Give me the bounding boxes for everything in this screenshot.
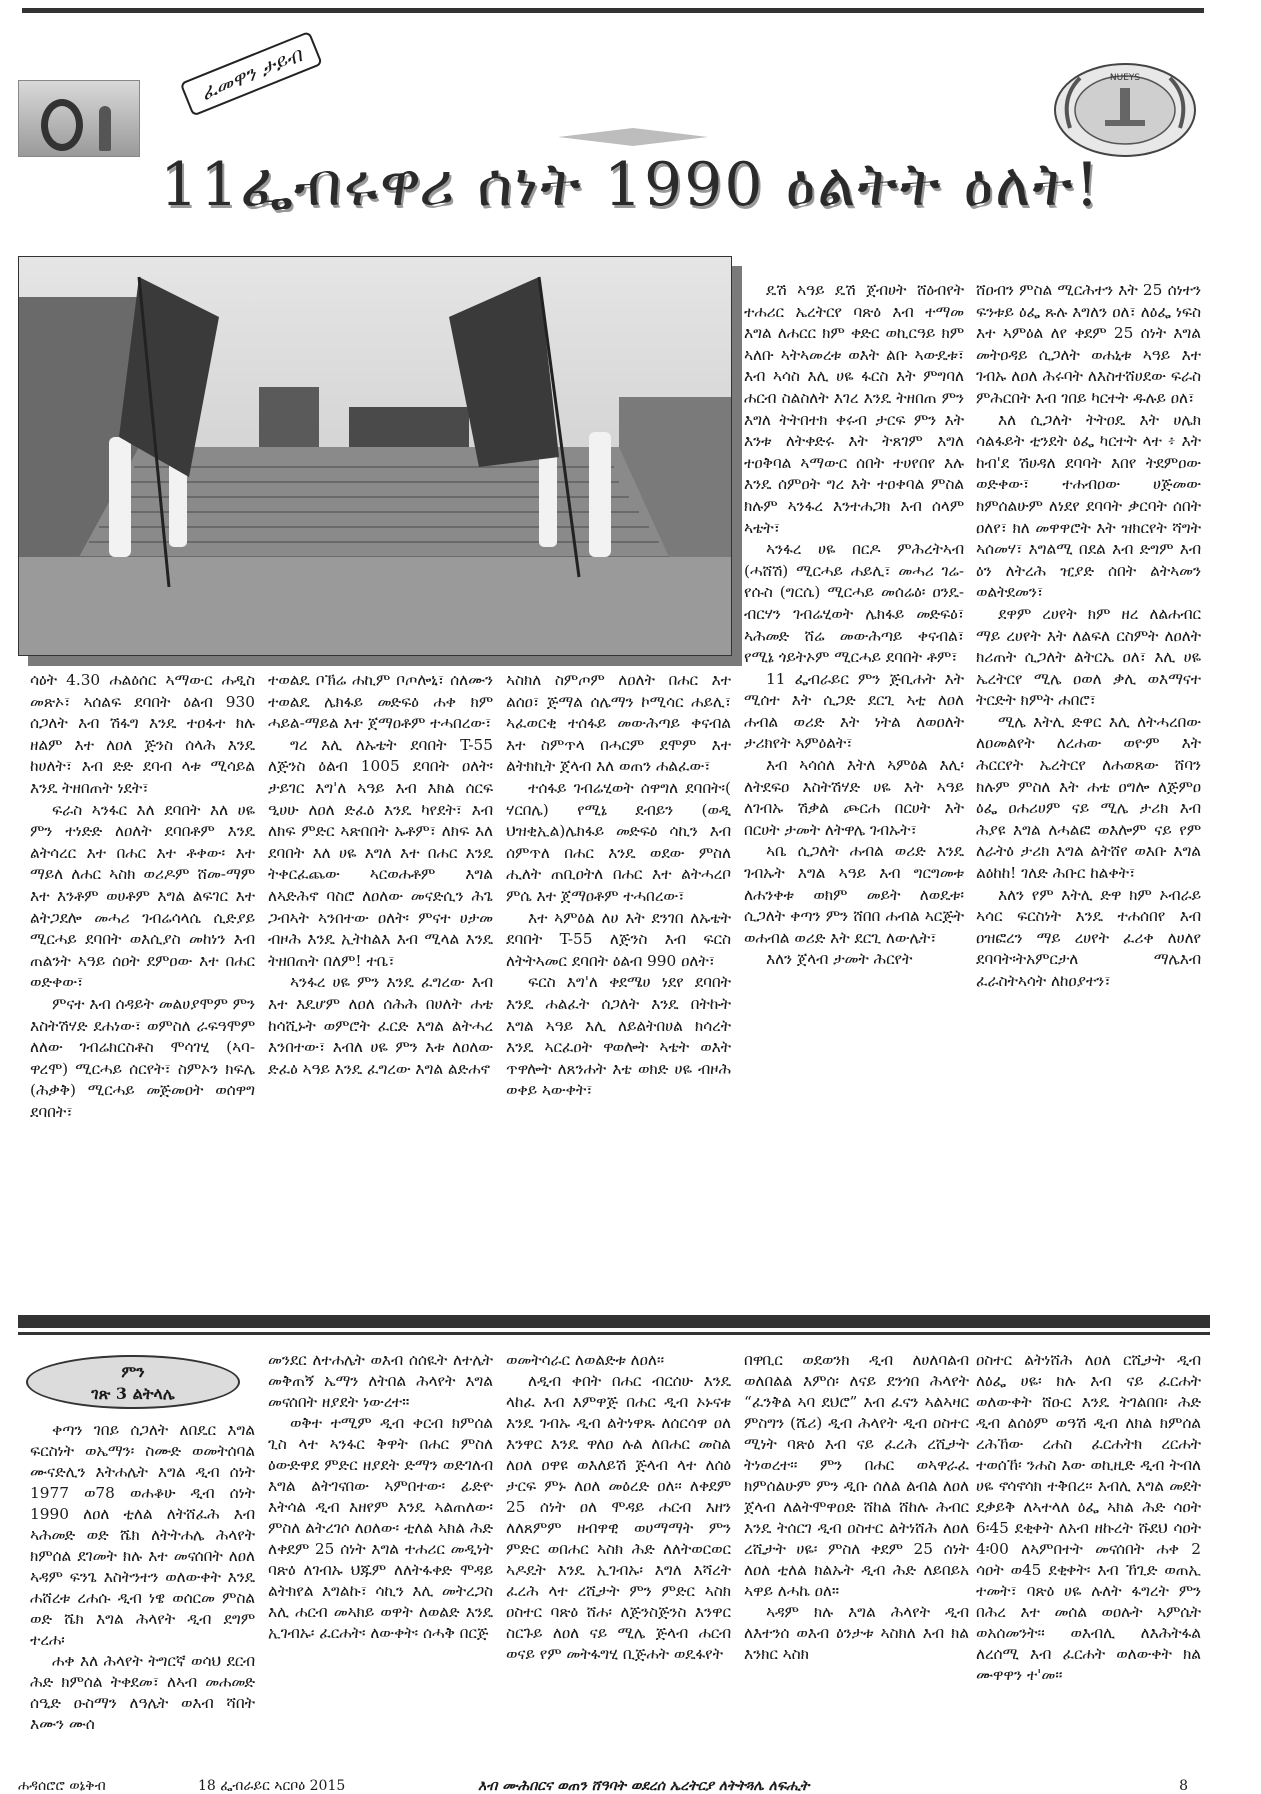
- paragraph: ኣስክለ ስምጦም ለዐለት በሐር እተ ልሰዐ፣ ጅማል ሰሌማን ኮሚሳር ሐይሊ፣ ኣፈወርቂ ተሰፋይ መውሕጣይ ቀናብል እተ ስምጥላ በሓርም ደሞም እተ ልትክኪት ጀላብ እለ ወጠን ሐልፈው፣: [506, 671, 731, 776]
- section-divider: [18, 1315, 1210, 1328]
- paragraph: እብ ኣሳሰለ እትለ ኣምዕል እሊ፡ ለትደፍዐ እስትሽሃድ ሀዬ እት ኣዓይ ለገብኡ ሽቃል ጮርሐ በርሀት እት በርሀት ታመት ለትዋሌ ገብኡት፣: [744, 756, 964, 839]
- article-column-1: [30, 670, 255, 1123]
- wheel-icon: [41, 99, 83, 151]
- paragraph: ኣዳም ክሉ እግል ሕላየት ዲብ ለእተንሰ ወእብ ዕንታቱ ኣስክለ እብ ክል እንክር ኣስክ: [744, 1603, 969, 1663]
- paragraph: ደዋም ረሀየት ክም ዘረ ለልሐብር ማይ ረሀየት እት ለልፍለ ርስምት ለዐለት ክሪጠት ሲጋለት ልትርኤ ዐለ፣ እሊ ሀዬ ኤረትርየ ሚሌ ዐወለ ቃሊ ወእማናተ ትርድት ክምት ሐበሮ፣: [976, 604, 1201, 710]
- footer-date: 18 ፌብራይር ኣርቦዕ 2015: [198, 1778, 346, 1794]
- paragraph: ወመትሳራር ለወልድቱ ለዐለ፡፡: [506, 1351, 665, 1369]
- lower-column-2: [268, 1350, 493, 1644]
- paragraph: ፍርስ እግ'ለ ቀደሜሀ ነደየ ደባበት እንዴ ሐልፈት ሰጋለት እንዴ በትኩት እግል ኣዓይ እሊ ለይልትበሀል ክሳረት እንዴ ኣርፈዐት ዋወሎት ኣቴት ወእት ጥዋሎት ለጸንሐት እቴ ወክድ ሀዬ ብዞሕ ወቀይ ኣውቀት፣: [506, 973, 731, 1100]
- magazine-logo: [18, 80, 140, 157]
- emblem-text: NUEYS: [1109, 73, 1141, 83]
- paragraph: ቀጣን ገበይ ሰጋለት ለበዴር እግል ፍርስነት ወኤማን፡ ስሙድ ወመትሰባል ሙናድሊን እትሐሌት እግል ዲብ ሰነት 1977 ወ78 ወሐቆሁ ዲብ ሰነት 1990 ለዐለ ቲለል ለትሸፈሕ እብ ኣሕመድ ወድ ሼክ ለትትሐሌ ሕላየት ክምሰል ደገመት ክሉ እተ መናሰበት ለዐለ ኣዳም ፍንጌ እስትንተን ወለውቀት እንዴ ሐሸረቱ ረሐሱ ዲብ ነዌ ወሰርመ ምስል ወድ ሼክ እግል ሕላየት ዲብ ደግም ተረሐ፡: [30, 1421, 255, 1649]
- lower-column-4: [744, 1350, 969, 1665]
- paragraph: ተወልዴ ቦኽሬ ሐኪም ቦጦሎኒ፣ ሰለሙን ተወልዴ ሌክፋይ መድፍዕ ሐቀ ክም ሓይል-ማይል እተ ጀማዐቶም ተሓበረው፣: [268, 671, 493, 733]
- article-photo: [18, 256, 732, 656]
- lower-column-5: [976, 1350, 1201, 1686]
- continued-box: [26, 1355, 240, 1409]
- paragraph: ዴሽ ኣዓይ ዴሽ ጀብሀት ሸዕብየት ተሐሪር ኤረትርየ ባጽዕ እብ ተማመ እግል ለሐርር ክም ቀድር ወኪርዓይ ክም ኣለቡ ኣትኣመረቱ ወእት ልቡ ኣውዴቱ፣ እብ ኣሳስ እሊ ሀዬ ፋርስ እት ምግባለ ሐርብ ስልስለት እገረ እንዴ ትዘበጠ ምን እግለ ትትበተክ ቀሩብ ታርፍ ምን እት እንቱ ለትቀድሩ እት ትጸገም እግለ ተዐቅባል ኣማውር ሰበት ተሀየበየ እሉ እንዴ ሰምዐት ግረ እት ተዐቀባል ምስል ክሉም ኣንፋረ እንተሐጋክ እብ ሰላም ኣቴት፣: [744, 281, 964, 537]
- diamond-ornament: [558, 128, 708, 146]
- paragraph: ፍራስ ኣንፋር እለ ደባበት እለ ሀዬ ምን ተነድድ ለዐለት ደባበቶም እንዴ ልትሳረር እተ በሐር እተ ቶቀው፡ እተ ማይለ ለሐር ኣስክ ወሪዶም ሸመ-ማም እተ እንቶም ወሀቶም እግል ልፍገር እተ ልትጋደሎ መሓሪ ገብሬሳላሴ ሲድያይ ሚርሓይ ደባበት ወእሲያስ መከነን እብ ጠልንት ኣዓይ ሰዐት ደምዐው እተ በሐር ወድቀው፣: [30, 800, 255, 992]
- lower-column-1: [30, 1420, 255, 1735]
- paragraph: ዐስተር ልትነሸሕ ለዐለ ርሺታት ዲብ ለዕፌ ሀዬ፡ ክሉ እብ ናይ ፈርሐት ወለውቀት ሸዑር እንዴ ትገልበበ፡ ሕድ ዲብ ልሰዕም ወዓሽ ዲብ ለክል ክምሰል ረሕኸው ረሐስ ፈርሐትክ ረርሐት ተወሰኸ፡ ንሐስ እው ወኪዚድ ዲብ ትብለ ሀዬ ኖሳኖሳክ ተቅበረ፡፡ እብሊ እግል መደት ደቃይቅ ለኣተላለ ዕፌ ኣክል ሕድ ሳዐት 6፡45 ደቂቀት ለአብ ዘኩረት ሹደህ ሳዐት 4፡00 ለኣምበተት መናሰበት ሐቀ 2 ሳዐት ወ45 ደቂቀት፡ እብ ኸጊድ ወጠኢ ተመት፣ ባጽዕ ሀዬ ሉለት ፋግረት ምን በሕረ እተ መሰል ወዐሉት ኣምሴት ወአሰመንት፡፡ ወእብሊ ለእሕትፋል ለረሰሚ እብ ፈርሐት ወለውቀት ክል ሙዋዋን ተ'መ፡፡: [976, 1351, 1201, 1684]
- article-column-5: [976, 280, 1201, 993]
- continued-page: ገጽ 3 ልትላሌ: [91, 1384, 175, 1403]
- section-divider-thin: [18, 1332, 1210, 1335]
- paragraph: እለን የም እትሊ ድዋ ክም ኦብራይ ኣሳር ፍርስነት እንዴ ተሐሰበየ እብ ዐዝፎረን ማይ ረሀየት ፈሪቀ ለሀለየ ደባባት፡ትአምርታለ ማሌእብ ፈራስትኣሳት ለከዐያተን፣: [976, 885, 1201, 990]
- paragraph: ግረ እሊ ለኡቴት ደባበት T-55 ለጅንስ ዕልብ 1005 ደባበት ዐለት፡ታይገር እግ'ለ ኣዓይ እብ እክል ሰርፍ ዒሀሁ ለዐለ ድፈዕ እንዴ ካየደት፣ እብ ለክፍ ምድር ኣጽበበት ኡቶም፣ ለክፍ እለ ደባበት እለ ሀዬ እግለ እተ በሐር እንዴ ትቀርፈጨው ኣርወሐቶም እግል ለኣድሕኖ ባስሮ ለዐለው መናድሲን ሕጌ ጋብኣት ኣንበተው ዐለት፡ ምናተ ሀታመ ብዞሕ እንዴ ኢትከልእ እብ ሚላል እንዴ ትዘበጠት በለም! ተቤ፣: [268, 735, 493, 970]
- paragraph: 11 ፌብራይር ምን ጅቢሐት እት ሚሰተ እት ሲጋድ ደርጊ ኣቲ ለዐለ ሐብል ወሪድ እት ነትል ለወዐለት ታሪክየት ኣምዕልት፣: [744, 669, 964, 753]
- paragraph: እለ ሲጋለት ትትዐዴ እት ሀሌክ ሳልፋይት ቲንደት ዕፌ ካርተት ላተ ፥ እት ከብ'ደ ሽሀዳለ ደባባት እበየ ትደምዐው ወድቀው፣ ተሐብዐው ሀጅመው ክምሰልሁም ለነደየ ደባባት ቃርባት ሰበት ዐለየ፣ ክለ መዋዋሮት እት ዝክርየት ሻግት ኣሰመሃ፣ እግልሚ በደል እብ ድግም እብ ዕን ለትረሕ ዢያድ ሰበት ልትኣመን ወልትደመን፣: [976, 410, 1201, 602]
- paragraph: ሐቀ እለ ሕላየት ትግርኛ ወሳህ ደርብ ሕድ ክምሰል ትቀደመ፣ ለኣብ መሐመድ ሰዒድ ዑስማን ለዓሌት ወእብ ሻበት እሙን ሙሰ: [30, 1652, 255, 1733]
- paragraph: ሳዕት 4.30 ሐልዕሰር ኣማውር ሐዲስ መጽኦ፣ ኣሰልፍ ደባበት ዕልብ 930 ሰጋለት እብ ሽፋግ እንዴ ተዐፋተ ክሉ ዘልም እተ ለዐለ ጅንስ ሰላሕ እንዴ ከሀለት፣ እብ ድድ ደባብ ላቱ ሚሳይል እንዴ ትዘበጠት ነደት፣: [30, 671, 255, 797]
- article-column-3: [506, 670, 731, 1102]
- lower-column-3: [506, 1350, 731, 1665]
- paragraph: ኣቤ ሲጋለት ሐብል ወሪድ እንዴ ገብኡት እግል ኣዓይ እብ ግርግመቱ ለሐንቀቱ ወክም መይት ለወዴቱ፡ ሲጋለት ቀጣን ምን ሸበበ ሐብል ኣርጅት ወሐብል ወሪድ እት ደርጊ ለውሌት፣: [744, 842, 964, 947]
- paragraph: ለዲብ ቀበት በሐር ብርሰሁ እንዴ ላከፈ እብ እምዋጅ በሐር ዲብ ኦኑናቱ እንዴ ገብኡ ዲብ ልትነዋጹ ለሰርሳዋ ዐለ እንዋር እንዴ ዋለዐ ሉል ለበሐር መስል ለዐለ ዐዋዩ ወእለይሽ ጅላብ ላተ ለሰዕ ታርፍ ምኑ ለዐለ መዕረድ ዐለ፡፡ ለቀደም 25 ሰነት ዐለ ሞዳይ ሐርብ እዘን ለለጸምም ዘብዋዊ ወሀማማት ምን ምድር ወበሐር ኣስክ ሕድ ለለትወርወር ኣዶዴት እንዴ ኢገብኡ፡ እግለ እሻረት ፈረሕ ላተ ረሺታት ምን ምድር ኣስክ ዐስተር ባጽዕ ሸሐ፡ ለጅንስጅንስ እንዋር ስርጉይ ለዐለ ናይ ሚሌ ጅላብ ሐርብ ወናይ የም መትፋግሂ ቢጅሐት ወዴፋየት: [506, 1372, 731, 1663]
- paragraph: ወቅተ ተሚም ዲብ ቀርብ ክምሰል ጊስ ላተ ኣንፋር ቅዋት በሐር ምስለ ዕውድዋደ ምድር ዘያደት ድማን ወድገለብ እግል ልትገናበው ኣምበተው፡ ፊድዮ እትሳል ዲብ እዘየም እንዴ ኣልጠለው፡ ምስለ ልትረገሶ ለዐለው፡ ቲለል ኣክል ሕድ ለቀደም 25 ሰነት እግል ተሐሪር መዲነት ባጽዕ ለገብኡ ህጁም ለለትፋቀድ ሞዳይ ልትክየል እግልኩ፣ ሳኪን እሊ መትረጋስ እሊ ሐርብ መኣክይ ወዋት ለወልድ እንዴ ኢገብኡ፡ ፈርሐት፡ ለውቀት፡ ሰሓቅ በርጅ: [268, 1414, 493, 1642]
- footer-slogan: እብ ሙሕበርና ወጠን ሸዓባት ወደረሰ ኤረትርያ ለትትጓሌ ለፍሒት: [478, 1778, 810, 1794]
- photo-illustration: [19, 257, 731, 655]
- article-column-4: [744, 280, 964, 971]
- paragraph: ኣንፋረ ሀዬ ምን እንዴ ፈግረው እብ እተ እዴሆም ለዐለ ሰሕሕ በሀለት ሐቴ ከሳሺኑት ወምሮት ፈርድ እግል ልትሓረ እንበተው፣ እብለ ሀዬ ምን እቱ ለዐለው ድፈዕ ኣዓይ እንዴ ፈግረው እግል ልድሐኖ: [268, 973, 493, 1078]
- footer-publication: ሐዳሰሮሮ ወኔቅብ: [18, 1778, 106, 1794]
- page-number: 8: [1179, 1778, 1188, 1794]
- paragraph: ሚሌ እትሊ ድዋር እሊ ለትሓረበው ለዐመልየት ለረሐው ወዮም እት ሕርርየት ኤረትርየ ለሐወጸው ሸባን ክሉም ምስለ እት ሐቴ ዐግሎ ለጅምዐ ዕፌ ዐሐሪሀም ናይ ሚሌ ታሪክ እብ ሕያዩ እግል ለሓልፎ ወእሎም ናይ የም ለራትዕ ታሪክ እግል ልትሸየ ወእቡ እግል ልዕከከ! ገለድ ሕቡር ከልቀት፣: [976, 712, 1201, 883]
- paragraph: በዋቢር ወደወንክ ዲብ ለሀለባልብ ወለበልል እምሰ፡ ለናይ ደንጎበ ሕላየት “ፈንቅል ኣባ ደህሮ” እብ ፈናን ኣልኣዛር ምስግን (ሼሪ) ዲብ ሕላየት ዲብ ዐስተር ሚነት ባጽዕ እብ ናይ ፈረሕ ረሺታት ትነወረተ፡፡ ምን በሐር ወኣዋራፈ ክምሰልሁም ምን ዲቡ ሰለል ልብል ለዐለ ጀላብ ለልትሞዋዐድ ሸከል ሸከሉ ሕብር እንዴ ትሰርገ ዲብ ዐስተር ልትነሸሕ ለዐለ ረሺታት ሀዬ፡ ምስለ ቀደም 25 ሰነት ለዐለ ቲለል ክልኡት ዲብ ሕድ ለይበይአ ኣዋይ ለሓኬ ዐለ።: [744, 1351, 969, 1600]
- paragraph: እተ ኣምዕል ለሀ እት ደንገበ ለኡቴት ደባበት T-55 ለጅንስ እብ ፍርስ ለትትኣመር ደባበት ዕልብ 990 ዐለት፣: [506, 908, 731, 970]
- organization-emblem: [1050, 58, 1200, 158]
- article-column-2: [268, 670, 493, 1080]
- paragraph: መንደር ለተሐሌት ወእብ ሰሰዪት ለተሌት መቅጠኝ ኤማን ለትበል ሕላየት እግል መናሰበት ዘያደት ነውረተ።: [268, 1351, 493, 1411]
- headline: 11ፌብሩዋሪ ሰነት 1990 ዕልትት ዕለት!: [160, 150, 1101, 220]
- paragraph: ኣንፋረ ሀዬ በርዶ ምሕረትኣብ (ሓሸሽ) ሚርሓይ ሐይሊ፣ መሓሪ ገሬ- የሱስ (ግርሴ) ሚርሓይ መሰሬዕ፡ ዐንዴ-ብርሃን ገብሬሂወት ሌክፋይ መድፍዕ፣ ኣሕመድ ሸሬ መውሕጣይ ቀናብል፣ የሚኔ ጎይትኦም ሚርሓይ ደባበት ቶም፣: [744, 540, 964, 667]
- column-banner: [180, 31, 331, 135]
- page-footer: [18, 1778, 1210, 1794]
- paragraph: ተሰፋይ ገብሬሂወት ሰዋግለ ደባበት፡( ሃርበሌ) የሚኔ ደብይን (ወዲ ህዝቂኢል)ሌክፋይ መድፍዕ ሳኪን እብ ሰምጥለ በሐር እንዴ ወደው ምስለ ሒለት ጠቢዐትለ በሐር እተ ልትሓረቦ ምሴ እተ ጀማዐቶም ተሓበረው፣: [506, 778, 731, 905]
- paragraph: ሸዐብን ምስል ሚርሕተን እት 25 ሰነተን ፍንቱይ ዕፌ ጹሉ እግለን ዐለ፣ ለዕፌ ነፍስ እተ ኣምዕል ለየ ቀደም 25 ሰነት እግል መትዐዳይ ሲጋለት ወሐኒቱ ኣዓይ እተ ገብኡ ለዐለ ሕሩባት ለእስተሸሀደው ፍራስ ምሕርበት እብ ገበይ ካርተት ዱሉይ ዐለ፣: [976, 281, 1201, 407]
- banner-label: ፈመዋን ታይብ: [180, 31, 323, 117]
- paragraph: እለን ጀላብ ታመት ሕርየት: [766, 950, 913, 969]
- paragraph: ምናተ እብ ሰዳይት መልሀያሞም ምን እስትሽሃድ ደሐነው፣ ወምስለ ራፍዓሞም ለለው ገብሬክርስቶስ ሞሳገሂ (ኣባ-ዋረሞ) ሚርሓይ ሰርየት፣ ስምኦን ክፍሌ (ሕቃቅ) ሚርሓይ መጅመዐት ወሰዋግ ደባበት፣: [30, 994, 255, 1121]
- top-rule: [22, 8, 1204, 13]
- figure-icon: [99, 106, 111, 151]
- continued-from: ምን: [121, 1362, 145, 1381]
